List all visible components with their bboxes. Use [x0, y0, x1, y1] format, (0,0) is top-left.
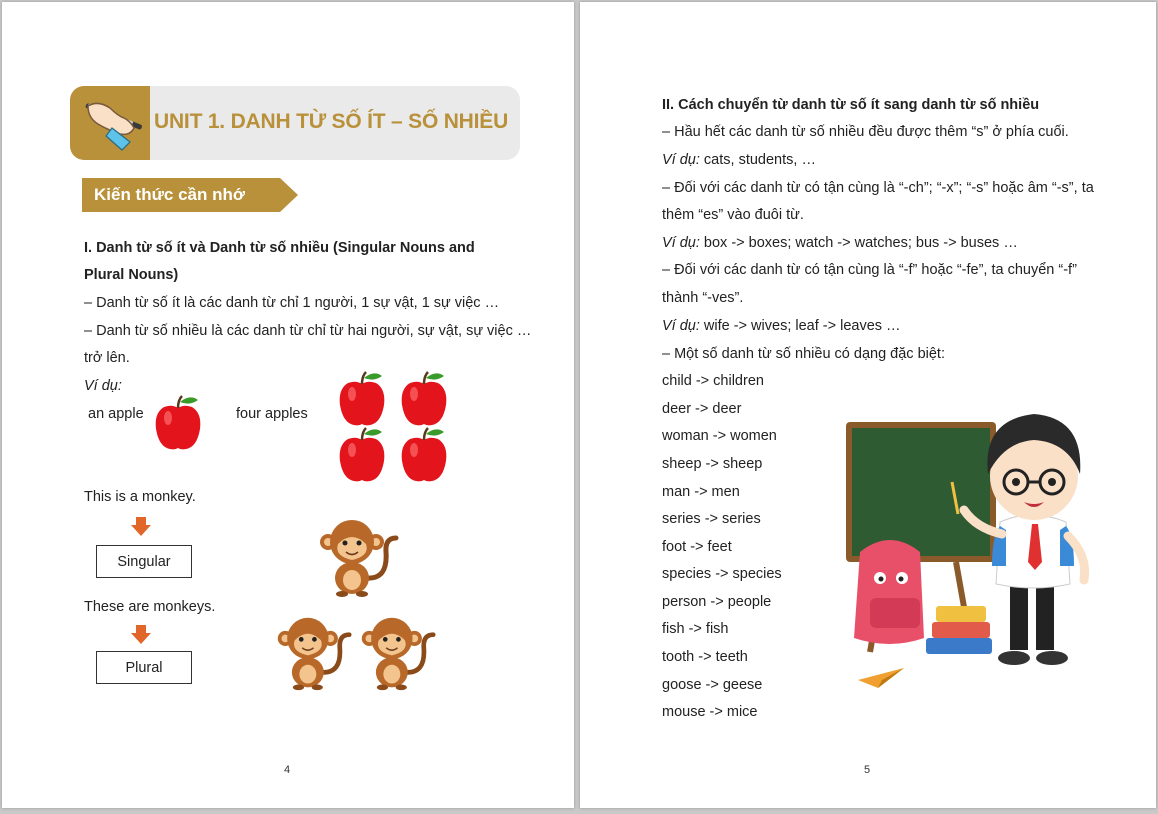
irregular-item: series -> series [662, 511, 761, 527]
two-monkeys-icon [274, 614, 438, 694]
heading-line2: Plural Nouns) [84, 267, 179, 283]
example-label: Ví dụ: [662, 235, 700, 251]
irregular-item: mouse -> mice [662, 704, 758, 720]
unit-banner [70, 86, 520, 160]
section-heading: II. Cách chuyển từ danh từ số ít sang danh từ số nhiều [662, 97, 1040, 113]
unit-title: UNIT 1. DANH TỪ SỐ ÍT – SỐ NHIỀU [154, 110, 509, 133]
heading-line1: I. Danh từ số ít và Danh từ số nhiều (Singular Nouns and [84, 240, 475, 256]
monkeys-sentence: These are monkeys. [84, 599, 216, 615]
bullet-plural-definition-line2: trở lên. [84, 350, 130, 366]
section-ribbon [82, 178, 298, 212]
rule-1: – Hầu hết các danh từ số nhiều đều được thêm “s” ở phía cuối. [662, 124, 1069, 140]
example-label: Ví dụ: [662, 318, 700, 334]
rule-3-line2: thành “-ves”. [662, 290, 744, 306]
irregular-item: person -> people [662, 594, 772, 610]
example-2 [662, 233, 1018, 253]
irregular-item: goose -> geese [662, 677, 763, 693]
page-number: 4 [284, 764, 291, 776]
example-text: cats, students, … [699, 152, 816, 168]
chalkboard [852, 428, 990, 556]
rule-2-line2: thêm “es” vào đuôi từ. [662, 207, 804, 223]
example-text: box -> boxes; watch -> watches; bus -> buses … [699, 235, 1018, 251]
apple-icon [152, 394, 204, 452]
an-apple-text: an apple [88, 406, 144, 422]
monkey-icon [316, 516, 402, 600]
plural-box: Plural [96, 651, 192, 684]
rule-3-line1: – Đối với các danh từ có tận cùng là “-f” hoặc “-fe”, ta chuyển “-f” [662, 262, 1077, 278]
page-number: 5 [864, 764, 871, 776]
four-apples-text: four apples [236, 406, 308, 422]
irregular-item: species -> species [662, 566, 782, 582]
student-at-chalkboard-illustration [846, 402, 1096, 692]
rule-4: – Một số danh từ số nhiều có dạng đặc biệt: [662, 346, 945, 362]
singular-box: Singular [96, 545, 192, 578]
example-label: Ví dụ: [662, 152, 700, 168]
irregular-item: woman -> women [662, 428, 777, 444]
left-page [2, 2, 574, 808]
bullet-singular-definition: – Danh từ số ít là các danh từ chỉ 1 người, 1 sự vật, 1 sự việc … [84, 295, 500, 311]
monkey-sentence: This is a monkey. [84, 489, 196, 505]
irregular-item: fish -> fish [662, 621, 729, 637]
example-3 [662, 316, 901, 336]
paper-plane-icon [858, 666, 906, 690]
irregular-item: tooth -> teeth [662, 649, 748, 665]
example-label: Ví dụ: [84, 378, 122, 394]
banner-icon-tab [70, 86, 150, 160]
irregular-item: man -> men [662, 484, 740, 500]
bullet-plural-definition-line1: – Danh từ số nhiều là các danh từ chỉ từ hai người, sự vật, sự việc … [84, 323, 532, 339]
four-apples-icon [336, 370, 456, 486]
irregular-item: deer -> deer [662, 401, 742, 417]
down-arrow-icon [131, 517, 151, 537]
irregular-item: foot -> feet [662, 539, 732, 555]
rule-2-line1: – Đối với các danh từ có tận cùng là “-ch”; “-x”; “-s” hoặc âm “-s”, ta [662, 180, 1094, 196]
example-text: wife -> wives; leaf -> leaves … [699, 318, 901, 334]
right-page [580, 2, 1156, 808]
irregular-item: child -> children [662, 373, 764, 389]
hand-writing-icon [70, 86, 150, 160]
example-1 [662, 150, 816, 170]
irregular-item: sheep -> sheep [662, 456, 763, 472]
down-arrow-icon [131, 625, 151, 645]
section-label: Kiến thức cần nhớ [94, 185, 245, 204]
